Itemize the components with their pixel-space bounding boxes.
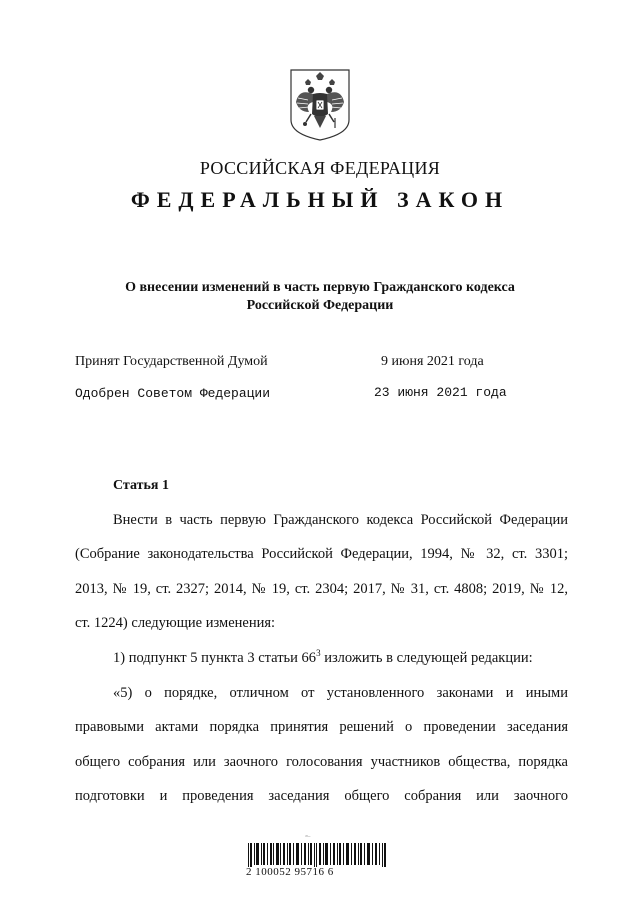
adopted-by-duma-date: 9 июня 2021 года (381, 354, 484, 369)
quote-line: подготовки и проведения заседания общего собрания или заочного (75, 788, 568, 804)
document-type: ФЕДЕРАЛЬНЫЙ ЗАКОН (130, 187, 510, 212)
approved-by-council-label: Одобрен Советом Федерации (75, 386, 271, 401)
country-name: РОССИЙСКАЯ ФЕДЕРАЦИЯ (199, 158, 441, 178)
quote-line: правовыми актами порядка принятия решений о проведении заседания (75, 719, 568, 735)
barcode-icon (246, 843, 396, 867)
approved-by-council-date: 23 июня 2021 года (374, 385, 507, 400)
barcode-number: 2 100052 95716 6 (246, 866, 334, 878)
article-paragraph-line: 2013, № 19, ст. 2327; 2014, № 19, ст. 2304; 2017, № 31, ст. 4808; 2019, № 12, (75, 581, 568, 597)
article-paragraph-line: Внести в часть первую Гражданского кодекса Российской Федерации (113, 512, 568, 528)
law-title-line-1: О внесении изменений в часть первую Гражданского кодекса (125, 280, 515, 295)
adopted-by-duma-label: Принят Государственной Думой (75, 354, 268, 369)
law-title-line-2: Российской Федерации (246, 298, 394, 313)
item-1-text-after: изложить в следующей редакции: (320, 650, 533, 666)
quote-line: «5) о порядке, отличном от установленного законами и иными (113, 685, 568, 701)
russian-coat-of-arms-icon (287, 68, 353, 142)
quote-line: общего собрания или заочного голосования участников общества, порядка (75, 754, 568, 770)
law-title (60, 279, 580, 315)
item-1-line (113, 650, 533, 667)
article-paragraph-line: (Собрание законодательства Российской Федерации, 1994, № 32, ст. 3301; (75, 546, 568, 562)
item-1-text-before: 1) подпункт 5 пункта 3 статьи 66 (113, 650, 317, 666)
article-paragraph-line: ст. 1224) следующие изменения: (75, 615, 276, 631)
item-1-superscript: 3 (316, 648, 321, 658)
article-heading: Статья 1 (113, 478, 169, 493)
